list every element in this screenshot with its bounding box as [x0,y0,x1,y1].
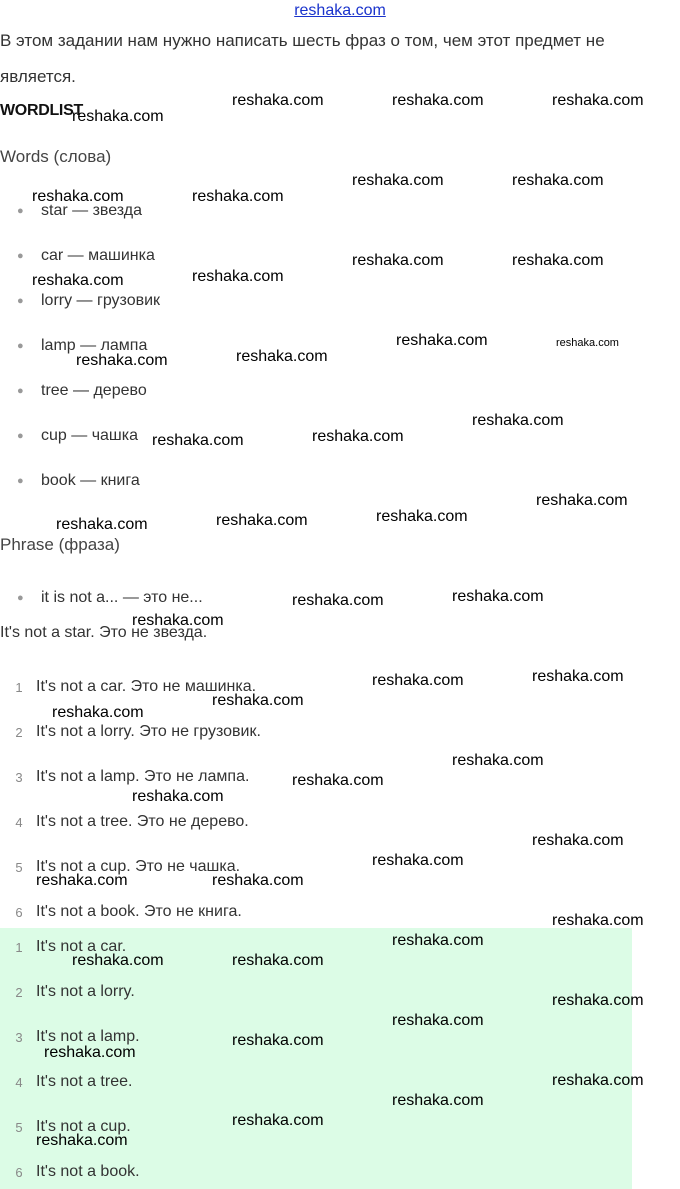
translated-line: It's not a cup. Это не чашка. [36,858,241,875]
bullet-icon: ● [17,475,24,487]
watermark: reshaka.com [36,872,128,889]
site-link[interactable]: reshaka.com [294,2,386,19]
watermark: reshaka.com [376,508,468,525]
watermark: reshaka.com [552,92,644,109]
watermark: reshaka.com [512,172,604,189]
bullet-icon: ● [17,592,24,604]
word-item: book — книга [41,472,140,489]
watermark: reshaka.com [372,852,464,869]
watermark: reshaka.com [312,428,404,445]
watermark: reshaka.com [216,512,308,529]
bullet-icon: ● [17,385,24,397]
watermark: reshaka.com [472,412,564,429]
intro-line-1: В этом задании нам нужно написать шесть фраз о том, чем этот предмет не [0,31,605,50]
watermark: reshaka.com [212,872,304,889]
watermark: reshaka.com [72,108,164,125]
watermark: reshaka.com [56,516,148,533]
phrase-item: it is not a... — это не... [41,589,203,606]
list-number: 6 [15,1165,23,1180]
bullet-icon: ● [17,250,24,262]
word-item: car — машинка [41,247,155,264]
translated-line: It's not a tree. Это не дерево. [36,813,249,830]
watermark: reshaka.com [232,1112,324,1129]
watermark: reshaka.com [352,172,444,189]
bullet-icon: ● [17,430,24,442]
watermark: reshaka.com [132,612,224,629]
watermark: reshaka.com [352,252,444,269]
watermark: reshaka.com [152,432,244,449]
watermark: reshaka.com [292,592,384,609]
watermark: reshaka.com [32,188,124,205]
watermark: reshaka.com [232,952,324,969]
watermark: reshaka.com [532,832,624,849]
phrase-title: Phrase (фраза) [0,535,120,554]
watermark: reshaka.com [552,1072,644,1089]
answer-line: It's not a book. [36,1163,140,1180]
list-number: 3 [15,770,23,785]
answer-line: It's not a lorry. [36,983,135,1000]
answer-line: It's not a tree. [36,1073,133,1090]
translated-line: It's not a lorry. Это не грузовик. [36,723,261,740]
wordlist-heading: WORDLIST [0,102,83,119]
word-item: lamp — лампа [41,337,148,354]
watermark: reshaka.com [512,252,604,269]
list-number: 2 [15,985,23,1000]
watermark: reshaka.com [44,1044,136,1061]
list-number: 1 [15,680,23,695]
watermark: reshaka.com [372,672,464,689]
list-number: 6 [15,905,23,920]
list-number: 2 [15,725,23,740]
watermark: reshaka.com [452,752,544,769]
list-number: 5 [15,860,23,875]
word-item: star — звезда [41,202,142,219]
watermark: reshaka.com [392,92,484,109]
translated-line: It's not a book. Это не книга. [36,903,242,920]
bullet-icon: ● [17,340,24,352]
words-title: Words (слова) [0,147,112,166]
watermark: reshaka.com [392,1012,484,1029]
watermark: reshaka.com [552,992,644,1009]
watermark: reshaka.com [32,272,124,289]
watermark: reshaka.com [76,352,168,369]
list-number: 5 [15,1120,23,1135]
word-item: tree — дерево [41,382,147,399]
list-number: 1 [15,940,23,955]
answer-line: It's not a cup. [36,1118,131,1135]
watermark: reshaka.com [232,92,324,109]
watermark: reshaka.com [236,348,328,365]
watermark: reshaka.com [292,772,384,789]
watermark: reshaka.com [532,668,624,685]
watermark: reshaka.com [192,188,284,205]
list-number: 3 [15,1030,23,1045]
word-item: cup — чашка [41,427,139,444]
bullet-icon: ● [17,205,24,217]
bullet-icon: ● [17,295,24,307]
answer-line: It's not a lamp. [36,1028,140,1045]
answer-line: It's not a car. [36,938,127,955]
translated-line: It's not a lamp. Это не лампа. [36,768,250,785]
watermark: reshaka.com [72,952,164,969]
list-number: 4 [15,815,23,830]
watermark: reshaka.com [36,1132,128,1149]
watermark: reshaka.com [132,788,224,805]
translated-line: It's not a car. Это не машинка. [36,678,257,695]
intro-line-2: является. [0,67,76,86]
list-number: 4 [15,1075,23,1090]
watermark: reshaka.com [392,932,484,949]
word-item: lorry — грузовик [41,292,161,309]
watermark: reshaka.com [52,704,144,721]
watermark: reshaka.com [192,268,284,285]
watermark: reshaka.com [212,692,304,709]
watermark: reshaka.com [556,337,619,349]
watermark: reshaka.com [552,912,644,929]
watermark: reshaka.com [536,492,628,509]
example-line: It's not a star. Это не звезда. [0,624,208,641]
watermark: reshaka.com [452,588,544,605]
watermark: reshaka.com [392,1092,484,1109]
watermark: reshaka.com [396,332,488,349]
watermark: reshaka.com [232,1032,324,1049]
